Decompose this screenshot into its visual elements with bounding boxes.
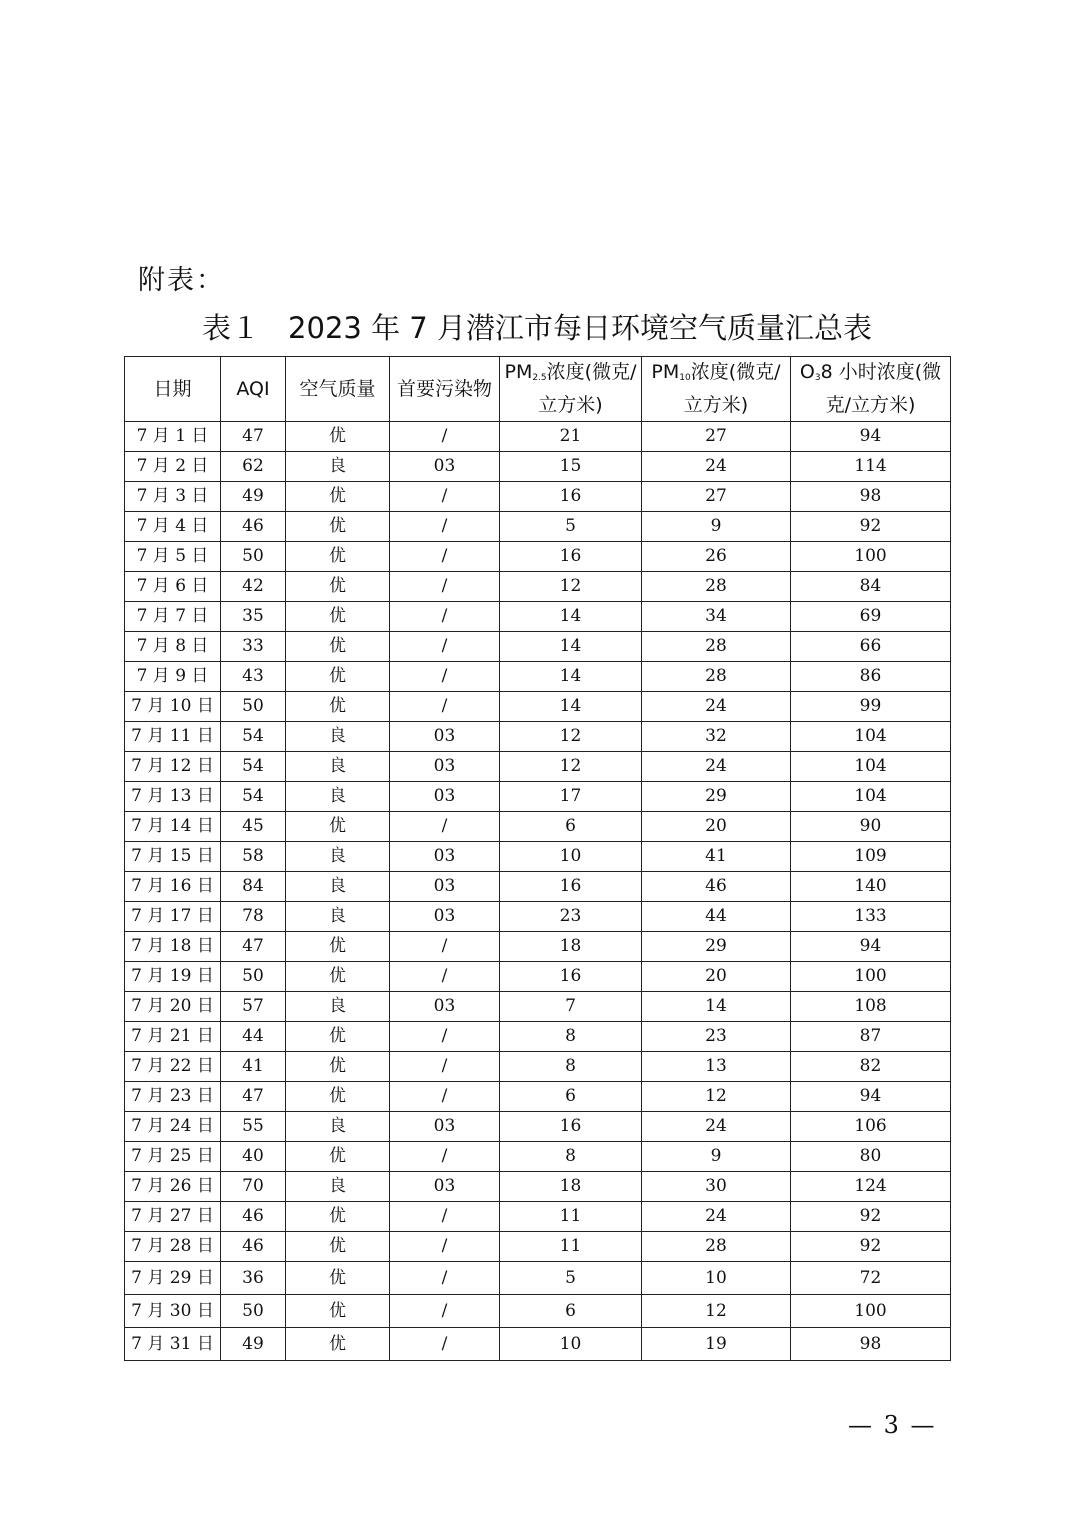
cell-date: 7 月 30 日	[125, 1295, 221, 1328]
cell-quality: 优	[286, 1295, 390, 1328]
cell-date: 7 月 31 日	[125, 1328, 221, 1361]
cell-pm25: 14	[500, 662, 642, 692]
cell-o3: 104	[791, 722, 951, 752]
cell-pollutant: 03	[390, 452, 500, 482]
cell-pm25: 15	[500, 452, 642, 482]
cell-aqi: 62	[221, 452, 286, 482]
cell-aqi: 54	[221, 722, 286, 752]
cell-pollutant: /	[390, 962, 500, 992]
cell-date: 7 月 20 日	[125, 992, 221, 1022]
table-row	[125, 422, 951, 452]
cell-pm10: 28	[642, 632, 791, 662]
cell-pollutant: /	[390, 1082, 500, 1112]
cell-o3: 106	[791, 1112, 951, 1142]
cell-aqi: 50	[221, 692, 286, 722]
cell-aqi: 35	[221, 602, 286, 632]
cell-pm25: 12	[500, 722, 642, 752]
cell-o3: 99	[791, 692, 951, 722]
cell-pm10: 24	[642, 752, 791, 782]
table-number: 表１	[202, 311, 261, 345]
header-pollutant: 首要污染物	[390, 357, 500, 422]
cell-pollutant: 03	[390, 872, 500, 902]
cell-date: 7 月 1 日	[125, 422, 221, 452]
cell-date: 7 月 8 日	[125, 632, 221, 662]
header-pm25	[500, 357, 642, 422]
cell-quality: 优	[286, 482, 390, 512]
table-row	[125, 662, 951, 692]
cell-aqi: 54	[221, 782, 286, 812]
table-row	[125, 1112, 951, 1142]
header-pm10-sub: 10	[679, 373, 691, 383]
cell-pm10: 19	[642, 1328, 791, 1361]
cell-pm10: 12	[642, 1082, 791, 1112]
cell-o3: 82	[791, 1052, 951, 1082]
header-pm25-prefix: PM	[504, 361, 533, 383]
table-row	[125, 992, 951, 1022]
cell-quality: 良	[286, 992, 390, 1022]
cell-pm25: 8	[500, 1022, 642, 1052]
cell-date: 7 月 7 日	[125, 602, 221, 632]
cell-pm25: 16	[500, 872, 642, 902]
table-row	[125, 1295, 951, 1328]
cell-pollutant: /	[390, 632, 500, 662]
cell-quality: 优	[286, 632, 390, 662]
cell-o3: 84	[791, 572, 951, 602]
cell-quality: 优	[286, 602, 390, 632]
table-row	[125, 602, 951, 632]
cell-pollutant: /	[390, 512, 500, 542]
cell-o3: 92	[791, 1232, 951, 1262]
cell-quality: 优	[286, 1082, 390, 1112]
cell-pm10: 24	[642, 692, 791, 722]
cell-pm10: 32	[642, 722, 791, 752]
cell-pm10: 9	[642, 512, 791, 542]
cell-date: 7 月 15 日	[125, 842, 221, 872]
cell-o3: 100	[791, 1295, 951, 1328]
cell-o3: 80	[791, 1142, 951, 1172]
cell-o3: 98	[791, 1328, 951, 1361]
header-pm25-suffix: 浓度(微克/立方米)	[538, 361, 637, 416]
cell-pollutant: /	[390, 572, 500, 602]
cell-pollutant: /	[390, 662, 500, 692]
cell-quality: 优	[286, 512, 390, 542]
cell-date: 7 月 24 日	[125, 1112, 221, 1142]
cell-aqi: 50	[221, 962, 286, 992]
header-pm10-suffix: 浓度(微克/立方米)	[683, 361, 781, 416]
cell-pm25: 8	[500, 1142, 642, 1172]
cell-pm10: 24	[642, 452, 791, 482]
cell-quality: 优	[286, 422, 390, 452]
cell-date: 7 月 26 日	[125, 1172, 221, 1202]
cell-o3: 100	[791, 962, 951, 992]
cell-quality: 优	[286, 662, 390, 692]
cell-pm10: 41	[642, 842, 791, 872]
table-row	[125, 1142, 951, 1172]
cell-pm10: 46	[642, 872, 791, 902]
cell-date: 7 月 23 日	[125, 1082, 221, 1112]
cell-quality: 优	[286, 1202, 390, 1232]
cell-aqi: 50	[221, 542, 286, 572]
cell-aqi: 55	[221, 1112, 286, 1142]
cell-pm25: 18	[500, 1172, 642, 1202]
cell-pm25: 12	[500, 752, 642, 782]
cell-o3: 86	[791, 662, 951, 692]
cell-quality: 良	[286, 842, 390, 872]
cell-quality: 优	[286, 1052, 390, 1082]
cell-quality: 优	[286, 1022, 390, 1052]
table-row	[125, 512, 951, 542]
cell-o3: 108	[791, 992, 951, 1022]
table-body	[125, 422, 951, 1361]
cell-date: 7 月 13 日	[125, 782, 221, 812]
cell-pollutant: 03	[390, 782, 500, 812]
cell-pm25: 8	[500, 1052, 642, 1082]
cell-o3: 92	[791, 1202, 951, 1232]
cell-o3: 94	[791, 422, 951, 452]
cell-pm25: 11	[500, 1232, 642, 1262]
cell-pm25: 6	[500, 812, 642, 842]
cell-pollutant: /	[390, 692, 500, 722]
cell-quality: 良	[286, 722, 390, 752]
cell-date: 7 月 28 日	[125, 1232, 221, 1262]
cell-quality: 优	[286, 1328, 390, 1361]
cell-pm25: 11	[500, 1202, 642, 1232]
cell-date: 7 月 14 日	[125, 812, 221, 842]
table-row	[125, 872, 951, 902]
cell-o3: 104	[791, 782, 951, 812]
cell-o3: 140	[791, 872, 951, 902]
page-number: — 3 —	[848, 1411, 937, 1439]
cell-pollutant: 03	[390, 752, 500, 782]
cell-aqi: 57	[221, 992, 286, 1022]
cell-pm25: 6	[500, 1082, 642, 1112]
cell-pollutant: /	[390, 482, 500, 512]
cell-aqi: 41	[221, 1052, 286, 1082]
air-quality-table	[124, 356, 951, 1361]
header-pm10-prefix: PM	[651, 361, 680, 383]
cell-pollutant: 03	[390, 842, 500, 872]
cell-pm25: 7	[500, 992, 642, 1022]
cell-o3: 90	[791, 812, 951, 842]
cell-pm10: 27	[642, 422, 791, 452]
cell-pollutant: 03	[390, 1172, 500, 1202]
cell-o3: 69	[791, 602, 951, 632]
cell-aqi: 44	[221, 1022, 286, 1052]
cell-o3: 87	[791, 1022, 951, 1052]
cell-aqi: 49	[221, 482, 286, 512]
table-row	[125, 1202, 951, 1232]
cell-date: 7 月 10 日	[125, 692, 221, 722]
cell-pollutant: 03	[390, 722, 500, 752]
header-pm25-sub: 2.5	[532, 373, 547, 383]
cell-date: 7 月 25 日	[125, 1142, 221, 1172]
cell-date: 7 月 21 日	[125, 1022, 221, 1052]
cell-pm25: 18	[500, 932, 642, 962]
cell-date: 7 月 18 日	[125, 932, 221, 962]
cell-pm25: 5	[500, 512, 642, 542]
cell-pm10: 14	[642, 992, 791, 1022]
cell-pollutant: /	[390, 1328, 500, 1361]
cell-date: 7 月 2 日	[125, 452, 221, 482]
cell-pm10: 34	[642, 602, 791, 632]
cell-date: 7 月 3 日	[125, 482, 221, 512]
table-row	[125, 692, 951, 722]
cell-quality: 优	[286, 1262, 390, 1295]
cell-pm10: 28	[642, 572, 791, 602]
cell-pm25: 5	[500, 1262, 642, 1295]
cell-date: 7 月 27 日	[125, 1202, 221, 1232]
table-row	[125, 1262, 951, 1295]
cell-o3: 114	[791, 452, 951, 482]
table-row	[125, 452, 951, 482]
cell-aqi: 40	[221, 1142, 286, 1172]
cell-pm10: 24	[642, 1202, 791, 1232]
cell-pm10: 24	[642, 1112, 791, 1142]
cell-pm25: 21	[500, 422, 642, 452]
cell-quality: 优	[286, 572, 390, 602]
cell-o3: 109	[791, 842, 951, 872]
cell-date: 7 月 16 日	[125, 872, 221, 902]
table-row	[125, 1052, 951, 1082]
cell-aqi: 54	[221, 752, 286, 782]
cell-aqi: 78	[221, 902, 286, 932]
cell-pm25: 14	[500, 632, 642, 662]
cell-pm10: 20	[642, 812, 791, 842]
table-row	[125, 482, 951, 512]
cell-aqi: 47	[221, 1082, 286, 1112]
cell-quality: 良	[286, 1112, 390, 1142]
cell-pm10: 26	[642, 542, 791, 572]
cell-aqi: 33	[221, 632, 286, 662]
table-row	[125, 812, 951, 842]
cell-date: 7 月 19 日	[125, 962, 221, 992]
cell-pm25: 16	[500, 1112, 642, 1142]
cell-pm10: 12	[642, 1295, 791, 1328]
cell-aqi: 50	[221, 1295, 286, 1328]
cell-quality: 良	[286, 782, 390, 812]
cell-date: 7 月 5 日	[125, 542, 221, 572]
cell-aqi: 70	[221, 1172, 286, 1202]
cell-o3: 94	[791, 1082, 951, 1112]
cell-pm10: 29	[642, 782, 791, 812]
cell-pollutant: 03	[390, 902, 500, 932]
cell-quality: 优	[286, 962, 390, 992]
cell-quality: 良	[286, 452, 390, 482]
cell-pm10: 20	[642, 962, 791, 992]
header-quality: 空气质量	[286, 357, 390, 422]
cell-pm25: 6	[500, 1295, 642, 1328]
table-row	[125, 962, 951, 992]
cell-o3: 94	[791, 932, 951, 962]
annex-label: 附表：	[138, 265, 225, 296]
cell-o3: 100	[791, 542, 951, 572]
cell-aqi: 49	[221, 1328, 286, 1361]
table-title	[0, 306, 1074, 347]
cell-quality: 优	[286, 932, 390, 962]
cell-o3: 98	[791, 482, 951, 512]
cell-quality: 优	[286, 542, 390, 572]
cell-quality: 优	[286, 692, 390, 722]
table-row	[125, 542, 951, 572]
table-row	[125, 632, 951, 662]
header-date: 日期	[125, 357, 221, 422]
cell-aqi: 36	[221, 1262, 286, 1295]
cell-pm25: 17	[500, 782, 642, 812]
cell-date: 7 月 17 日	[125, 902, 221, 932]
cell-aqi: 45	[221, 812, 286, 842]
table-row	[125, 722, 951, 752]
cell-aqi: 47	[221, 932, 286, 962]
table-row	[125, 1082, 951, 1112]
cell-quality: 优	[286, 1232, 390, 1262]
cell-pm10: 28	[642, 1232, 791, 1262]
cell-pollutant: /	[390, 932, 500, 962]
cell-pollutant: /	[390, 1022, 500, 1052]
table-row	[125, 1022, 951, 1052]
cell-pm25: 16	[500, 962, 642, 992]
cell-o3: 124	[791, 1172, 951, 1202]
cell-pm25: 23	[500, 902, 642, 932]
cell-o3: 92	[791, 512, 951, 542]
header-aqi: AQI	[221, 357, 286, 422]
cell-pollutant: /	[390, 1142, 500, 1172]
cell-pm10: 30	[642, 1172, 791, 1202]
table-row	[125, 782, 951, 812]
cell-date: 7 月 29 日	[125, 1262, 221, 1295]
cell-aqi: 58	[221, 842, 286, 872]
cell-pm25: 10	[500, 842, 642, 872]
cell-aqi: 43	[221, 662, 286, 692]
table-row	[125, 932, 951, 962]
cell-pollutant: /	[390, 1232, 500, 1262]
cell-o3: 66	[791, 632, 951, 662]
header-pm10	[642, 357, 791, 422]
table-row	[125, 902, 951, 932]
cell-pm10: 29	[642, 932, 791, 962]
cell-aqi: 46	[221, 1232, 286, 1262]
table-header-row	[125, 357, 951, 422]
cell-aqi: 47	[221, 422, 286, 452]
cell-pm25: 14	[500, 692, 642, 722]
cell-quality: 优	[286, 812, 390, 842]
cell-o3: 72	[791, 1262, 951, 1295]
cell-quality: 良	[286, 752, 390, 782]
cell-quality: 优	[286, 1142, 390, 1172]
cell-date: 7 月 4 日	[125, 512, 221, 542]
cell-pollutant: /	[390, 602, 500, 632]
table-row	[125, 1172, 951, 1202]
header-o3-sub: 3	[814, 373, 821, 383]
cell-o3: 104	[791, 752, 951, 782]
cell-pollutant: /	[390, 1295, 500, 1328]
cell-o3: 133	[791, 902, 951, 932]
cell-date: 7 月 11 日	[125, 722, 221, 752]
cell-quality: 良	[286, 902, 390, 932]
cell-pm10: 23	[642, 1022, 791, 1052]
cell-pm10: 13	[642, 1052, 791, 1082]
table-row	[125, 752, 951, 782]
cell-pollutant: /	[390, 542, 500, 572]
table-row	[125, 842, 951, 872]
table-title-text: 2023 年 7 月潜江市每日环境空气质量汇总表	[288, 311, 872, 345]
cell-aqi: 46	[221, 1202, 286, 1232]
cell-date: 7 月 22 日	[125, 1052, 221, 1082]
cell-date: 7 月 12 日	[125, 752, 221, 782]
cell-pollutant: /	[390, 422, 500, 452]
cell-pollutant: /	[390, 1202, 500, 1232]
cell-quality: 良	[286, 1172, 390, 1202]
cell-aqi: 42	[221, 572, 286, 602]
cell-pm10: 27	[642, 482, 791, 512]
cell-pm10: 10	[642, 1262, 791, 1295]
cell-pm10: 9	[642, 1142, 791, 1172]
header-o3-prefix: O	[799, 361, 815, 383]
cell-pm25: 10	[500, 1328, 642, 1361]
cell-quality: 良	[286, 872, 390, 902]
cell-pm10: 28	[642, 662, 791, 692]
cell-pm25: 14	[500, 602, 642, 632]
cell-pollutant: 03	[390, 992, 500, 1022]
cell-pm10: 44	[642, 902, 791, 932]
cell-date: 7 月 9 日	[125, 662, 221, 692]
cell-pollutant: /	[390, 812, 500, 842]
table-row	[125, 1328, 951, 1361]
header-o3	[791, 357, 951, 422]
cell-pm25: 16	[500, 482, 642, 512]
table-row	[125, 572, 951, 602]
cell-aqi: 46	[221, 512, 286, 542]
header-o3-suffix: 8 小时浓度(微克/立方米)	[820, 361, 942, 416]
cell-pm25: 16	[500, 542, 642, 572]
table-row	[125, 1232, 951, 1262]
cell-aqi: 84	[221, 872, 286, 902]
cell-pm25: 12	[500, 572, 642, 602]
cell-pollutant: /	[390, 1052, 500, 1082]
cell-pollutant: 03	[390, 1112, 500, 1142]
cell-pollutant: /	[390, 1262, 500, 1295]
cell-date: 7 月 6 日	[125, 572, 221, 602]
